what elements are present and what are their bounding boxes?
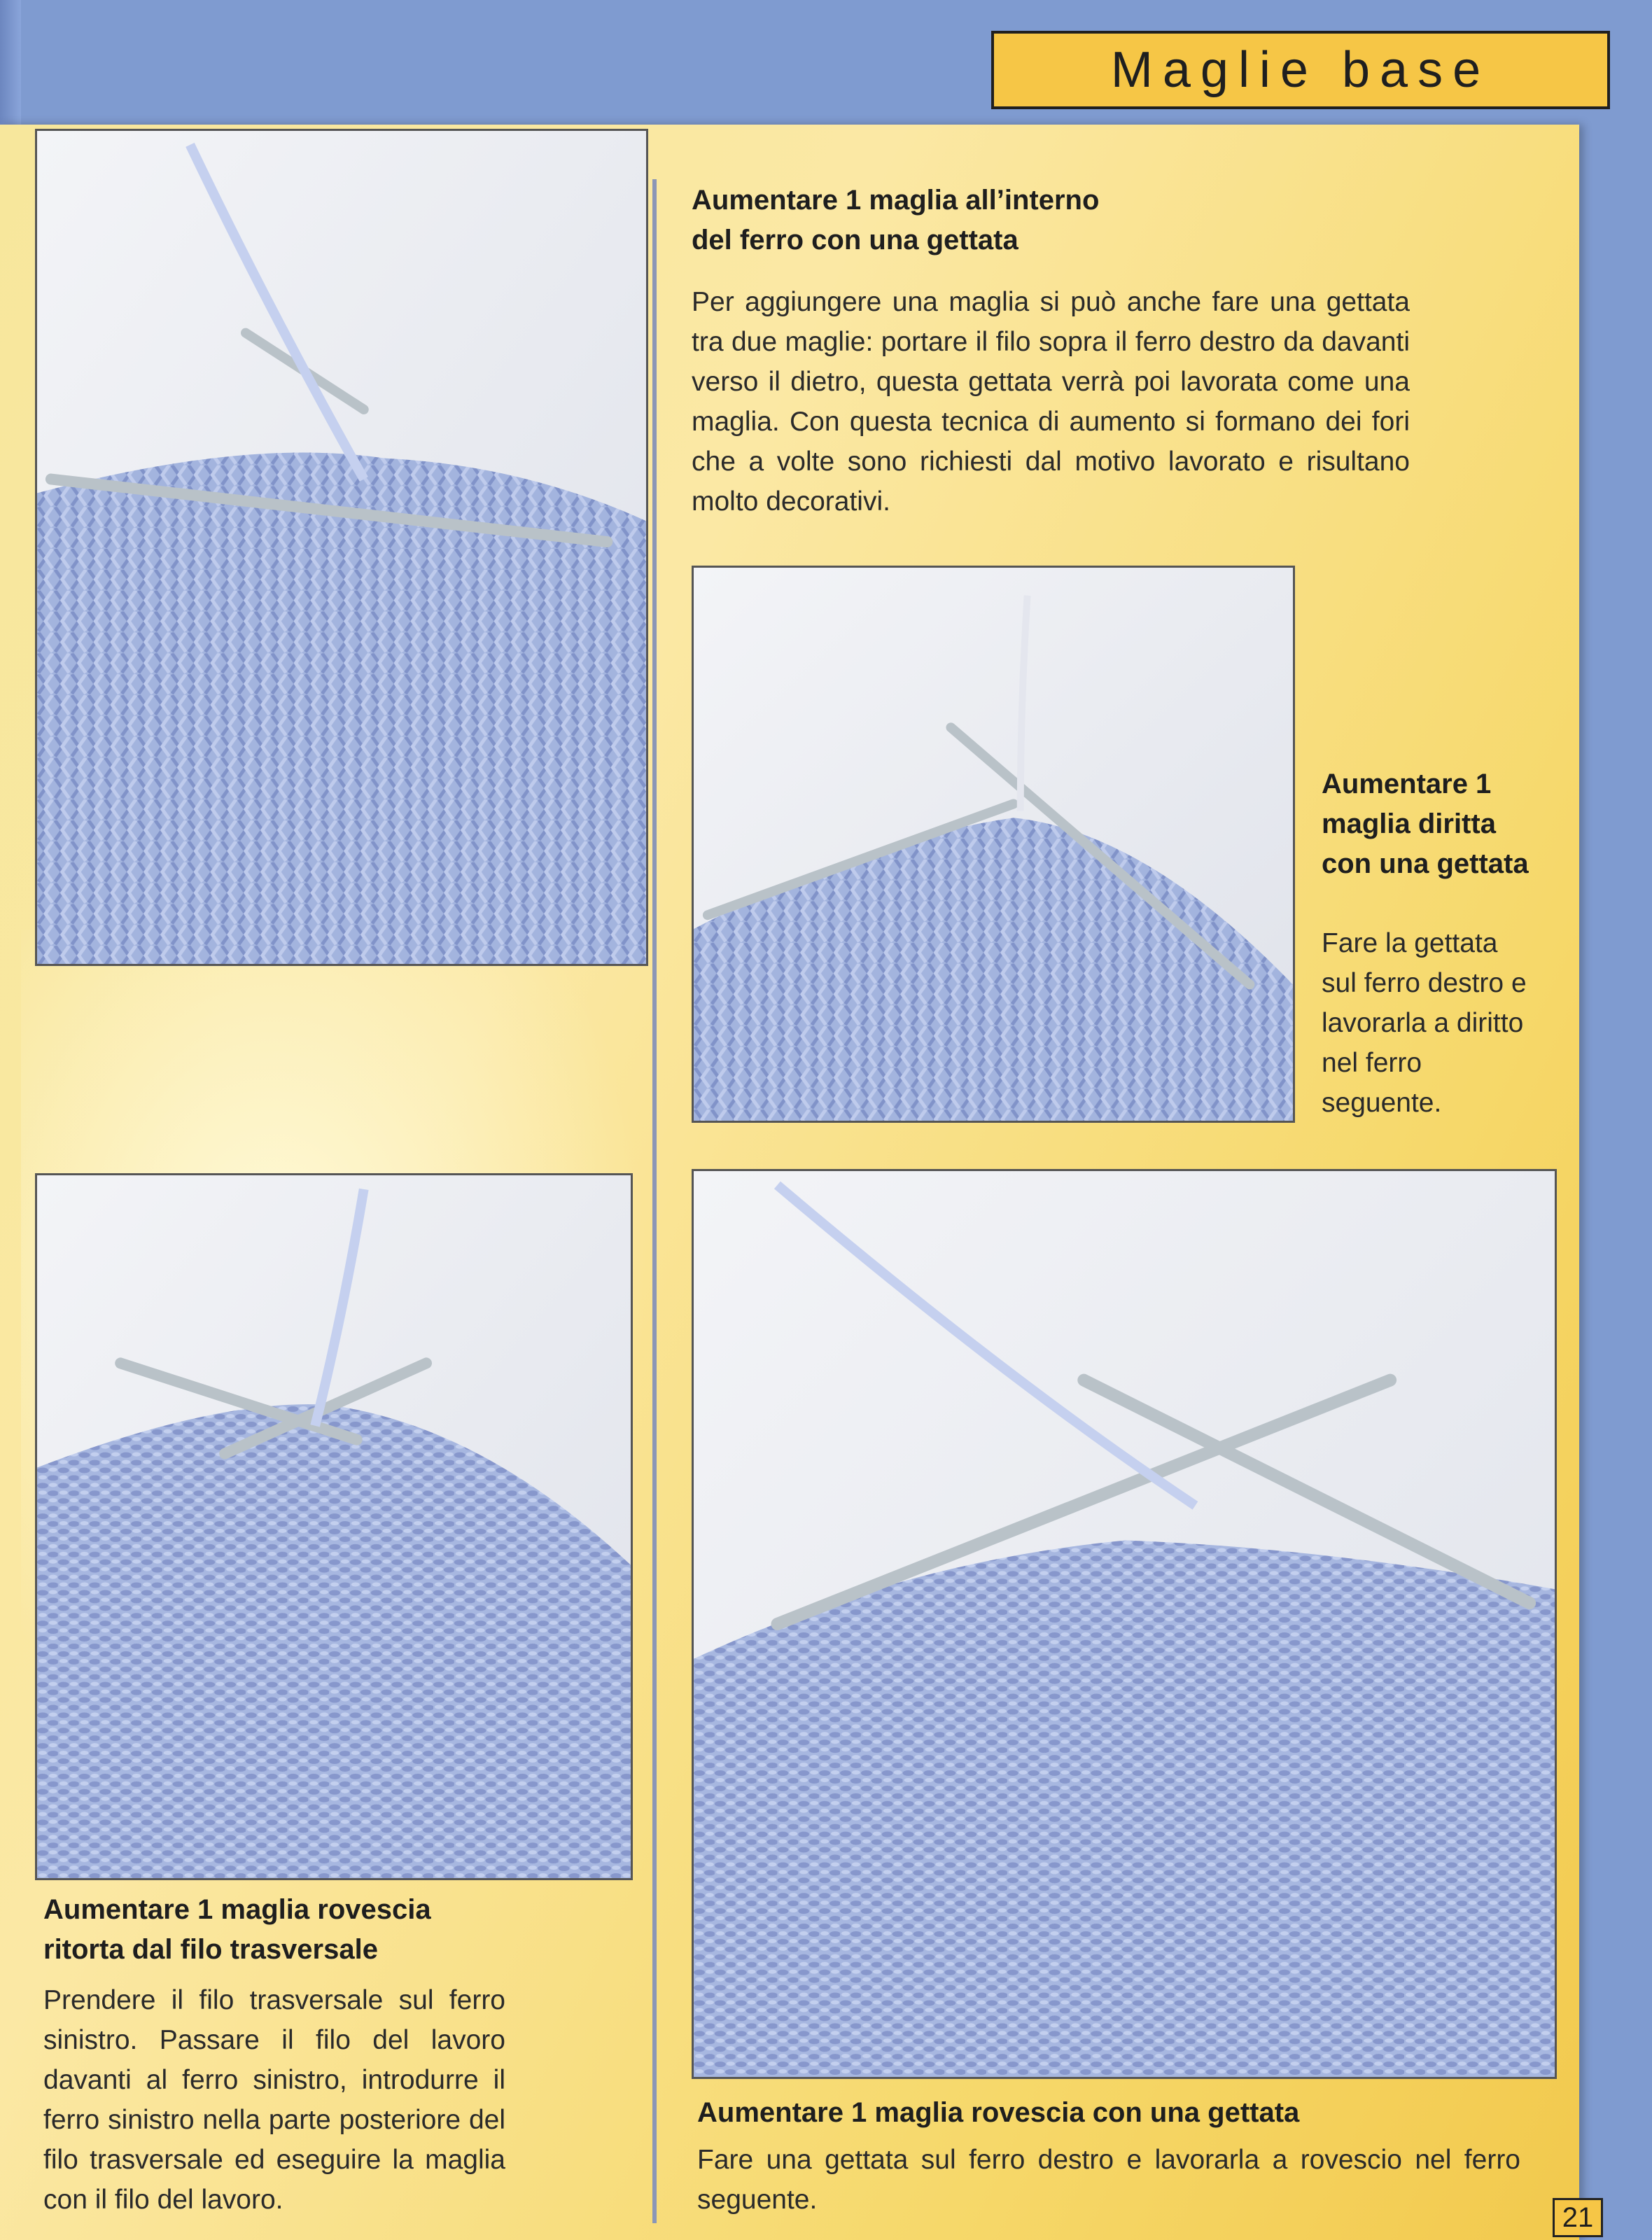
knitting-needle-photo-icon — [694, 568, 1293, 1121]
heading-line: ritorta dal filo trasversale — [43, 1933, 378, 1965]
heading-line: con una gettata — [1322, 848, 1529, 879]
section-title: Maglie base — [1110, 42, 1491, 98]
heading-line: Aumentare 1 maglia all’interno — [692, 185, 1100, 216]
heading-purl-yarnover: Aumentare 1 maglia rovescia con una gettata — [697, 2097, 1300, 2128]
paragraph-purl-yarnover: Fare una gettata sul ferro destro e lavorarla a rovescio nel ferro seguente. — [697, 2145, 1520, 2215]
heading-line: Aumentare 1 maglia rovescia — [43, 1894, 431, 1925]
heading-line: Aumentare 1 — [1322, 769, 1492, 799]
heading-line: maglia diritta — [1322, 808, 1496, 839]
heading-knit-yarnover — [1322, 764, 1567, 883]
paragraph-knit-yarnover: Fare la gettata sul ferro destro e lavorarla a diritto nel ferro seguente. — [1322, 928, 1527, 1118]
column-divider — [652, 179, 657, 2223]
knitting-needle-photo-icon — [37, 1175, 631, 1878]
knitting-needle-photo-icon — [37, 131, 646, 964]
page-number: 21 — [1553, 2198, 1603, 2237]
knitting-needle-photo-icon — [694, 1171, 1555, 2077]
paragraph-increase-within-row: Per aggiungere una maglia si può anche fare una gettata tra due maglie: portare il filo sopra il ferro destro da davanti verso il dietro, questa gettata verrà poi lavorata come una maglia. Con questa tecnica di aumento si formano dei fori che a volte sono richiesti dal motivo lavorato e risultano molto decorativi. — [692, 287, 1410, 517]
knit-increase-stockinette-photo — [35, 129, 648, 966]
purl-yarnover-photo — [692, 1169, 1557, 2079]
heading-increase-within-row — [692, 181, 1238, 260]
heading-line: del ferro con una gettata — [692, 224, 1018, 255]
heading-purl-twisted — [43, 1890, 617, 1970]
section-header — [991, 31, 1610, 109]
purl-twisted-increase-photo — [35, 1173, 633, 1880]
knit-yarnover-stockinette-photo — [692, 566, 1295, 1123]
paragraph-purl-twisted: Prendere il filo trasversale sul ferro sinistro. Passare il filo del lavoro davanti al ferro sinistro, introdurre il ferro sinistro nella parte posteriore del filo trasversale ed eseguire la maglia con il filo del lavoro. — [43, 1985, 505, 2215]
